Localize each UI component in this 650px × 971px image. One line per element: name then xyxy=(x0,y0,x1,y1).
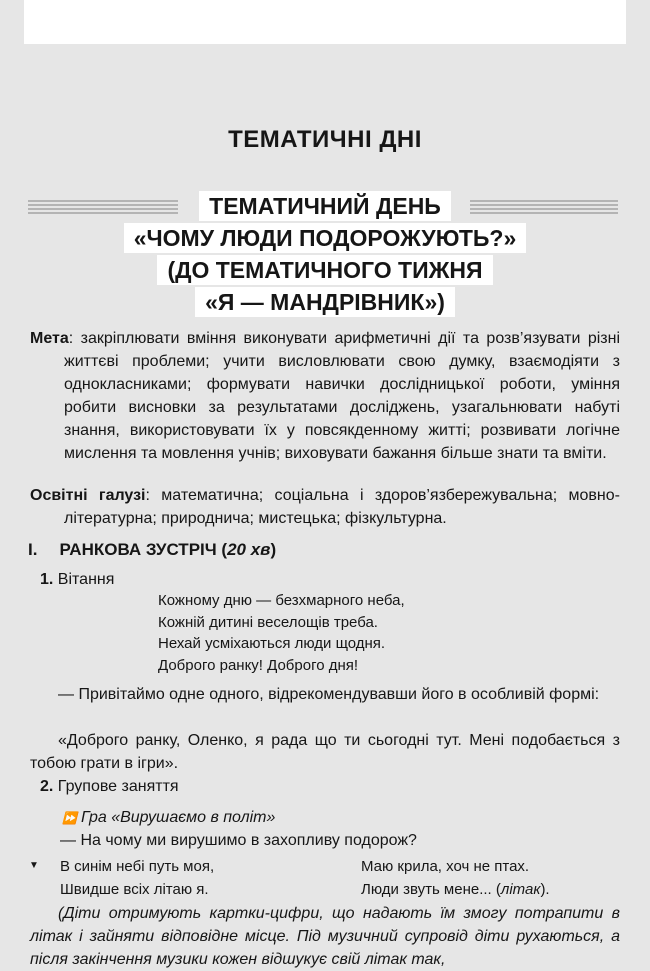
riddle-text: Люди звуть мене... ( xyxy=(361,881,501,898)
part-close: ) xyxy=(270,540,277,559)
fields-text: : математична; соціальна і здоров’язбережувальна; мовно-літературна; природнича; мистецька; фізкультурна. xyxy=(64,487,620,527)
header-bar xyxy=(24,0,626,44)
heading-line-3: (ДО ТЕМАТИЧНОГО ТИЖНЯ xyxy=(157,255,492,285)
goal-text: : закріплювати вміння виконувати арифметичні дії та розв’язувати різні життєві проблеми; учити висловлювати свою думку, взаємодіяти з однокласниками; формувати навички дослідницької роботи, уміння робити висновки за результатами досліджень, узагальнювати набуті знання, використовувати їх у повсякденному житті; розвивати логічне мислення та мовлення учнів; виховувати бажання більше знати та вміти. xyxy=(64,330,620,462)
poem-line: Доброго ранку! Доброго дня! xyxy=(158,656,359,674)
triangle-down-icon: ▼ xyxy=(29,860,39,871)
item-1 xyxy=(40,568,114,591)
section-title: ТЕМАТИЧНІ ДНІ xyxy=(228,126,422,153)
fast-forward-icon: ⏩ xyxy=(62,811,77,825)
riddle-answer: літак xyxy=(500,881,541,898)
paragraph-greeting: — Привітаймо одне одного, відрекомендувавши його в особливій формі: xyxy=(58,686,600,703)
riddle-left xyxy=(60,855,214,901)
instruction-paragraph: (Діти отримують картки-цифри, що надають їм змогу потрапити в літак і зайняти відповідне місце. Під музичний супровід діти рухаються, а після закінчення музики кожен відшукує свій літак так, xyxy=(30,905,620,968)
heading-line-2: «ЧОМУ ЛЮДИ ПОДОРОЖУЮТЬ?» xyxy=(124,223,527,253)
riddle-line: В синім небі путь моя, xyxy=(60,858,215,875)
goal-label: Мета xyxy=(30,330,69,347)
game-line xyxy=(62,806,275,830)
game-title: Гра «Вирушаємо в політ» xyxy=(80,809,276,826)
goal-paragraph xyxy=(30,327,620,465)
heading-line-4: «Я — МАНДРІВНИК») xyxy=(195,287,455,317)
riddle-right xyxy=(361,855,550,901)
paragraph-example: «Доброго ранку, Оленко, я рада що ти сьогодні тут. Мені подобається з тобою грати в ігри». xyxy=(30,732,620,772)
poem-line: Кожній дитині веселощів треба. xyxy=(158,613,378,631)
riddle-line xyxy=(361,878,550,901)
item-2 xyxy=(40,775,179,798)
question-line: — На чому ми вирушимо в захопливу подорож? xyxy=(60,832,417,849)
part-number: I. xyxy=(28,540,38,559)
poem-line: Нехай усміхаються люди щодня. xyxy=(158,635,386,652)
item-1-number: 1. xyxy=(40,571,54,588)
item-1-title: Вітання xyxy=(57,571,115,588)
greeting-poem xyxy=(158,590,405,676)
part-heading xyxy=(28,538,276,561)
item-2-number: 2. xyxy=(40,778,54,795)
heading-line-1: ТЕМАТИЧНИЙ ДЕНЬ xyxy=(199,191,451,221)
riddle-line: Швидше всіх літаю я. xyxy=(60,881,209,898)
item-2-title: Групове заняття xyxy=(57,778,179,795)
part-title: РАНКОВА ЗУСТРІЧ ( xyxy=(59,540,228,559)
riddle-line: Маю крила, хоч не птах. xyxy=(361,858,530,875)
poem-line: Кожному дню — безхмарного неба, xyxy=(158,592,405,609)
part-duration: 20 хв xyxy=(227,540,271,559)
riddle-end: ). xyxy=(540,881,550,898)
lesson-heading xyxy=(110,190,540,318)
fields-paragraph xyxy=(30,484,620,530)
fields-label: Освітні галузі xyxy=(30,487,146,504)
